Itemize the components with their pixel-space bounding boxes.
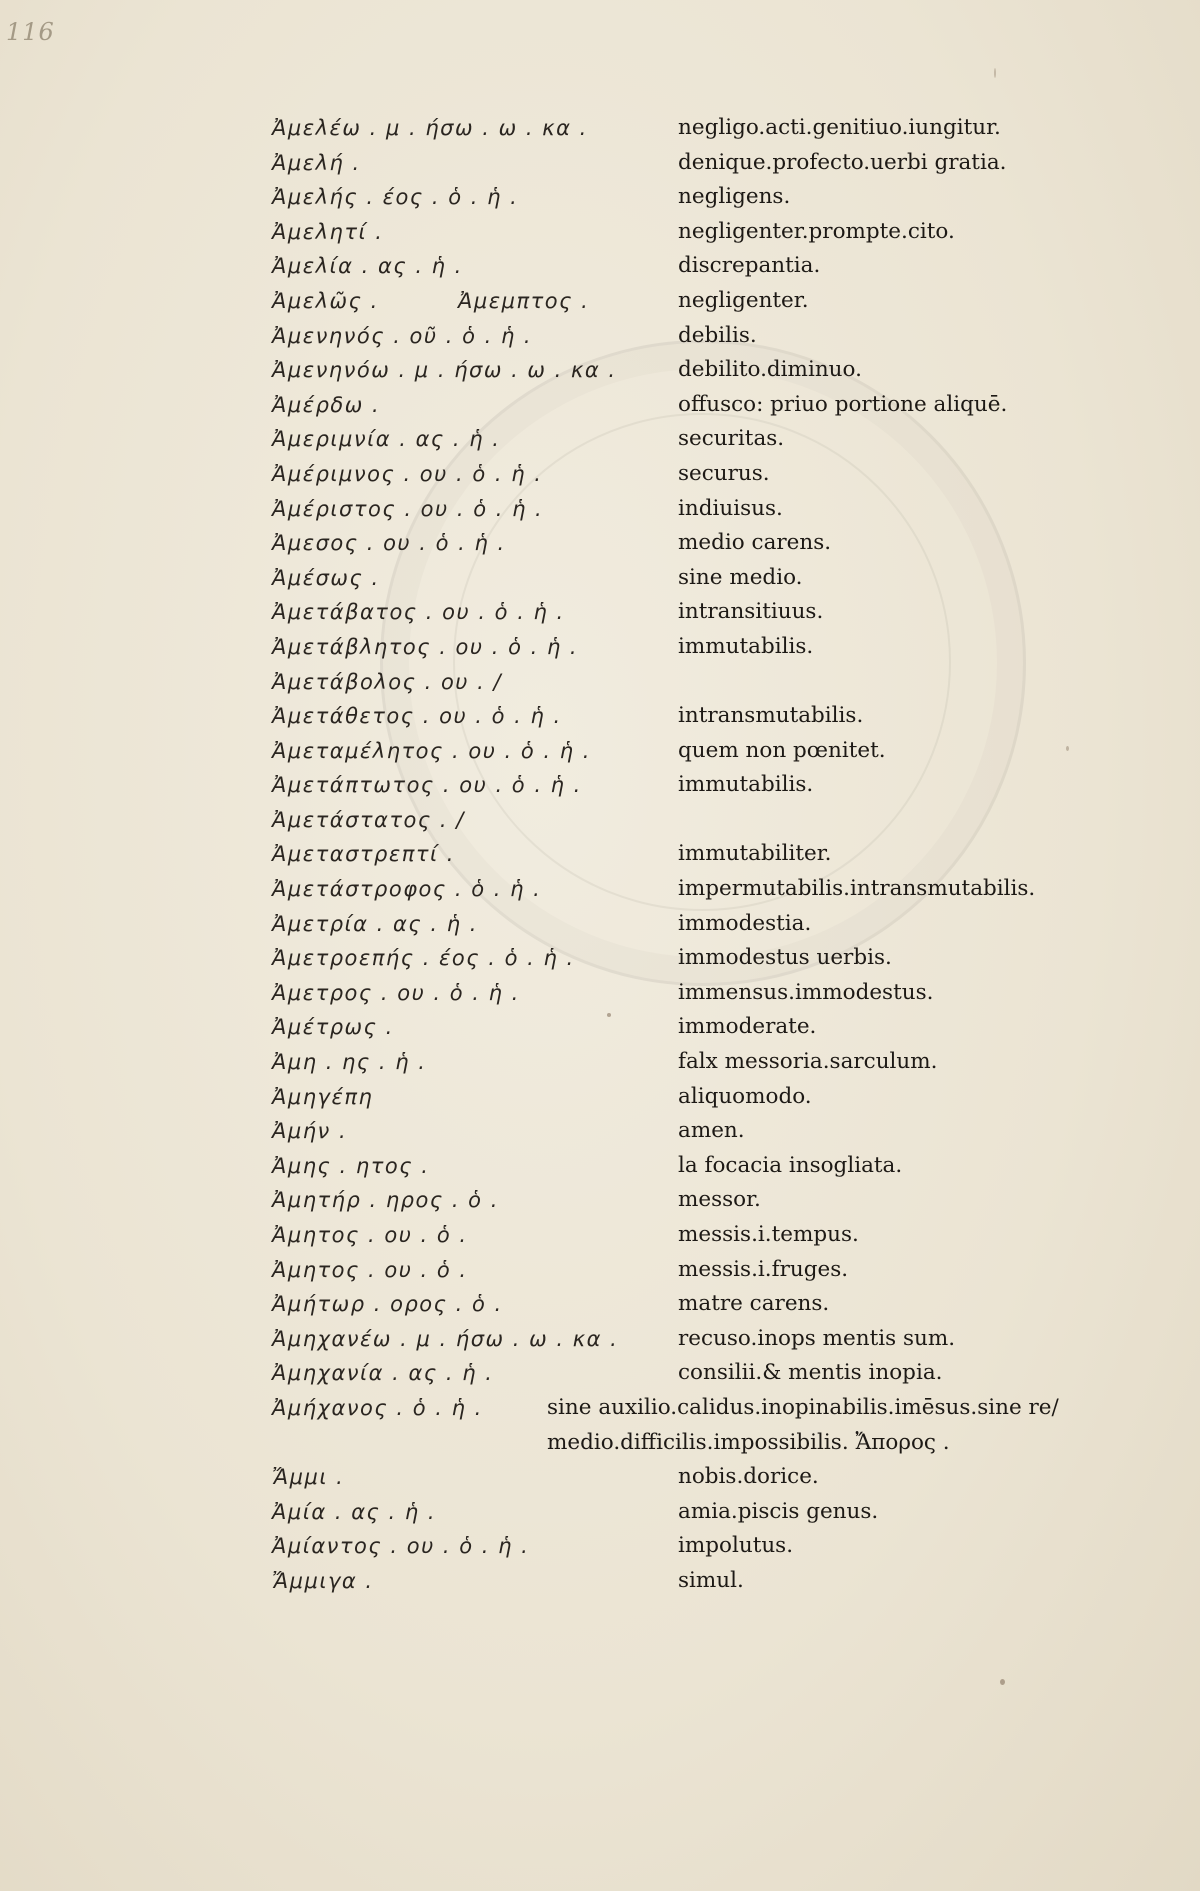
greek-headword: Ἀμετάβατος . ου . ὁ . ἡ . xyxy=(272,600,565,625)
entry-row xyxy=(272,837,1072,872)
latin-gloss: impermutabilis.intransmutabilis. xyxy=(678,876,1036,902)
greek-headword: Ἀμελή . xyxy=(272,150,361,175)
latin-gloss-continuation: medio.difficilis.impossibilis. Ἄπορος . xyxy=(547,1429,950,1455)
entry-row xyxy=(272,1010,1072,1045)
greek-headword: Ἀμενηνόω . μ . ήσω . ω . κα . xyxy=(272,358,617,383)
entry-row xyxy=(272,1218,1072,1253)
entry-row xyxy=(272,1149,1072,1184)
latin-gloss: discrepantia. xyxy=(678,253,821,279)
latin-gloss: sine auxilio.calidus.inopinabilis.imēsus.sine re/ xyxy=(547,1394,1059,1420)
latin-gloss: indiuisus. xyxy=(678,495,783,521)
greek-headword: Ἀμηχανία . ας . ἡ . xyxy=(272,1361,494,1386)
entry-row xyxy=(272,1080,1072,1115)
greek-headword: Ἀμετάστατος . / xyxy=(272,807,465,832)
latin-gloss: immodestia. xyxy=(678,910,812,936)
entry-row xyxy=(272,1045,1072,1080)
dictionary-entries xyxy=(272,111,1072,1599)
greek-headword: Ἀμελῶς . xyxy=(272,288,379,313)
greek-headword: Ἀμη . ης . ἡ . xyxy=(272,1050,427,1075)
latin-gloss: falx messoria.sarculum. xyxy=(678,1049,938,1075)
greek-headword: Ἀμεσος . ου . ὁ . ἡ . xyxy=(272,531,506,556)
greek-headword: Ἀμετάβολος . ου . / xyxy=(272,669,503,694)
entry-row xyxy=(272,319,1072,354)
entry-row xyxy=(272,907,1072,942)
greek-headword: Ἀμετρος . ου . ὁ . ἡ . xyxy=(272,980,520,1005)
entry-row xyxy=(272,665,1072,700)
latin-gloss: immensus.immodestus. xyxy=(678,979,934,1005)
ink-speck xyxy=(1000,1679,1005,1685)
entry-row xyxy=(272,1460,1072,1495)
latin-gloss: negligenter. xyxy=(678,287,809,313)
latin-gloss: negligens. xyxy=(678,184,791,210)
latin-gloss: debilis. xyxy=(678,322,757,348)
latin-gloss: denique.profecto.uerbi gratia. xyxy=(678,149,1007,175)
latin-gloss: offusco: priuo portione aliquē. xyxy=(678,391,1008,417)
greek-headword: Ἀμετροεπής . έος . ὁ . ἡ . xyxy=(272,946,575,971)
greek-headword: Ἀμετάπτωτος . ου . ὁ . ἡ . xyxy=(272,773,582,798)
greek-headword: Ἀμετάβλητος . ου . ὁ . ἡ . xyxy=(272,634,579,659)
latin-gloss: amia.piscis genus. xyxy=(678,1498,879,1524)
greek-headword: Ἀμετρία . ας . ἡ . xyxy=(272,911,478,936)
latin-gloss: immutabilis. xyxy=(678,633,814,659)
greek-headword: Ἀμης . ητος . xyxy=(272,1153,430,1178)
greek-headword: Ἀμελία . ας . ἡ . xyxy=(272,254,463,279)
greek-headword: Ἀμέσως . xyxy=(272,565,380,590)
latin-gloss: recuso.inops mentis sum. xyxy=(678,1325,956,1351)
latin-gloss: intransmutabilis. xyxy=(678,703,864,729)
greek-headword: Ἀμετάστροφος . ὁ . ἡ . xyxy=(272,877,542,902)
latin-gloss: immutabilis. xyxy=(678,772,814,798)
latin-gloss: impolutus. xyxy=(678,1533,794,1559)
latin-gloss: consilii.& mentis inopia. xyxy=(678,1360,943,1386)
entry-row xyxy=(272,1356,1072,1391)
entry-row xyxy=(272,215,1072,250)
entry-row xyxy=(272,1253,1072,1288)
greek-headword: Ἀμητος . ου . ὁ . xyxy=(272,1223,468,1247)
entry-row xyxy=(272,699,1072,734)
greek-headword: Ἀμελέω . μ . ήσω . ω . κα . xyxy=(272,116,588,140)
entry-row xyxy=(272,1114,1072,1149)
entry-row xyxy=(272,1183,1072,1218)
greek-headword: Ἀμήτωρ . ορος . ὁ . xyxy=(272,1292,503,1317)
entry-row xyxy=(272,1564,1072,1599)
entry-row xyxy=(272,768,1072,803)
latin-gloss: sine medio. xyxy=(678,564,803,590)
latin-gloss: immoderate. xyxy=(678,1014,817,1040)
entry-row xyxy=(272,734,1072,769)
latin-gloss: quem non pœnitet. xyxy=(678,737,886,763)
entry-row xyxy=(272,976,1072,1011)
entry-row xyxy=(272,630,1072,665)
latin-gloss: amen. xyxy=(678,1118,745,1144)
entry-row xyxy=(272,353,1072,388)
greek-headword: Ἀμήχανος . ὁ . ἡ . xyxy=(272,1395,483,1420)
entry-row xyxy=(272,388,1072,423)
entry-row xyxy=(272,492,1072,527)
greek-headword: Ἀμέριμνος . ου . ὁ . ἡ . xyxy=(272,461,543,486)
entry-row xyxy=(272,1322,1072,1357)
greek-headword: Ἀμενηνός . οῦ . ὁ . ἡ . xyxy=(272,323,533,348)
latin-gloss: debilito.diminuo. xyxy=(678,357,862,383)
greek-headword: Ἀμελητί . xyxy=(272,219,384,244)
entry-row xyxy=(272,422,1072,457)
latin-gloss: aliquomodo. xyxy=(678,1083,812,1109)
entry-row xyxy=(272,1495,1072,1530)
latin-gloss: negligo.acti.genitiuo.iungitur. xyxy=(678,115,1001,140)
latin-gloss: matre carens. xyxy=(678,1291,830,1317)
greek-headword: Ἀμητήρ . ηρος . ὁ . xyxy=(272,1188,499,1213)
latin-gloss: la focacia insogliata. xyxy=(678,1152,903,1178)
entry-row xyxy=(272,457,1072,492)
greek-headword: Ἀμέριστος . ου . ὁ . ἡ . xyxy=(272,496,544,521)
latin-gloss: simul. xyxy=(678,1567,744,1593)
latin-gloss: nobis.dorice. xyxy=(678,1464,819,1490)
latin-gloss: medio carens. xyxy=(678,530,832,556)
entry-continuation-row xyxy=(272,1426,1072,1461)
greek-headword: Ἀμηχανέω . μ . ήσω . ω . κα . xyxy=(272,1326,619,1351)
entry-row xyxy=(272,180,1072,215)
latin-gloss: securus. xyxy=(678,460,770,486)
greek-headword: Ἀμελής . έος . ὁ . ἡ . xyxy=(272,185,519,210)
entry-row xyxy=(272,526,1072,561)
greek-headword: Ἀμεριμνία . ας . ἡ . xyxy=(272,427,501,452)
latin-gloss: messor. xyxy=(678,1187,761,1213)
latin-gloss: intransitiuus. xyxy=(678,599,824,625)
entry-row xyxy=(272,111,1072,146)
entry-row xyxy=(272,561,1072,596)
greek-headword: Ἀμήν . xyxy=(272,1119,348,1144)
greek-headword: Ἀμετάθετος . ου . ὁ . ἡ . xyxy=(272,704,562,729)
greek-headword: Ἀμηγέπη xyxy=(272,1084,374,1109)
entry-row xyxy=(272,284,1072,319)
latin-gloss: messis.i.fruges. xyxy=(678,1256,849,1282)
ink-speck xyxy=(994,68,996,78)
entry-row xyxy=(272,146,1072,181)
folio-number: 116 xyxy=(6,18,55,46)
latin-gloss: immodestus uerbis. xyxy=(678,945,892,971)
greek-headword: Ἀμητος . ου . ὁ . xyxy=(272,1257,468,1282)
greek-headword: Ἀμεταμέλητος . ου . ὁ . ἡ . xyxy=(272,738,591,763)
entry-row xyxy=(272,595,1072,630)
entry-row xyxy=(272,872,1072,907)
greek-headword: Ἀμία . ας . ἡ . xyxy=(272,1499,437,1524)
greek-headword: Ἄμμιγα . xyxy=(272,1568,374,1593)
entry-row xyxy=(272,1287,1072,1322)
greek-headword: Ἄμμι . xyxy=(272,1465,345,1490)
latin-gloss: messis.i.tempus. xyxy=(678,1222,859,1247)
entry-row xyxy=(272,249,1072,284)
latin-gloss: immutabiliter. xyxy=(678,841,832,867)
greek-headword: Ἀμέτρως . xyxy=(272,1015,394,1040)
latin-gloss: securitas. xyxy=(678,426,785,452)
greek-variant: Ἀμεμπτος . xyxy=(458,288,590,313)
latin-gloss: negligenter.prompte.cito. xyxy=(678,218,955,244)
entry-row xyxy=(272,1529,1072,1564)
greek-headword: Ἀμίαντος . ου . ὁ . ἡ . xyxy=(272,1534,530,1559)
greek-headword: Ἀμέρδω . xyxy=(272,392,381,417)
entry-row xyxy=(272,1391,1072,1426)
entry-row xyxy=(272,803,1072,838)
greek-headword: Ἀμεταστρεπτί . xyxy=(272,842,455,867)
entry-row xyxy=(272,941,1072,976)
